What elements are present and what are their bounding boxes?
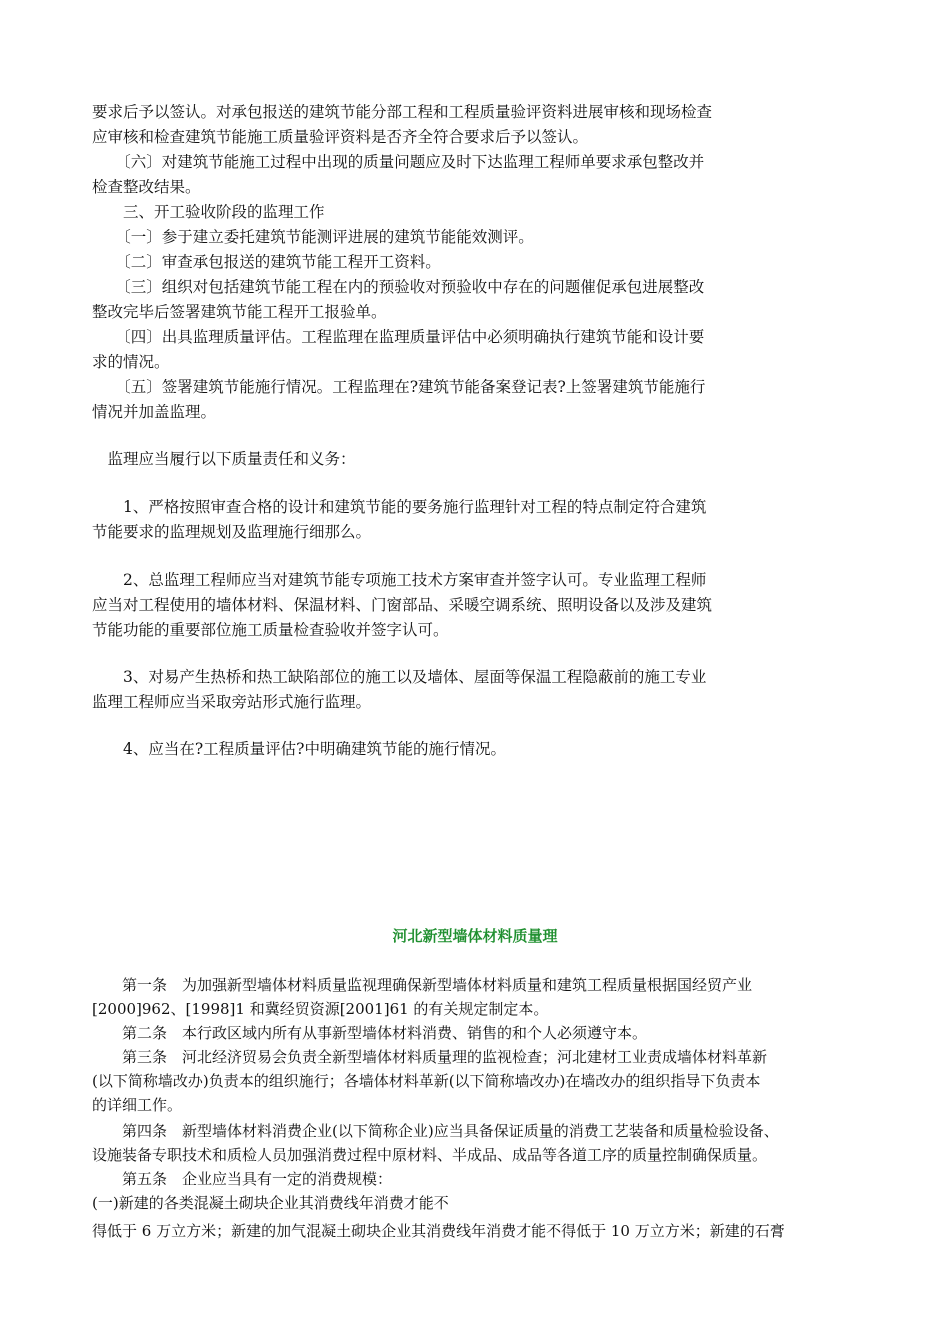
article-5: 第五条 企业应当具有一定的消费规模： — [92, 1170, 393, 1188]
article-4: 第四条 新型墙体材料消费企业(以下简称企业)应当具备保证质量的消费工艺装备和质量检验设备、 — [92, 1122, 779, 1140]
article-5-item-1-cont: 得低于 6 万立方米；新建的加气混凝土砌块企业其消费线年消费才能不得低于 10 万立方米；新建的石膏 — [92, 1222, 785, 1240]
duty-item-2: 2、总监理工程师应当对建筑节能专项施工技术方案审查并签字认可。专业监理工程师 — [92, 571, 707, 589]
duty-item-2-cont: 节能功能的重要部位施工质量检查验收并签字认可。 — [92, 621, 449, 639]
text-line: 检查整改结果。 — [92, 178, 201, 196]
text-line: 〔五〕签署建筑节能施行情况。工程监理在?建筑节能备案登记表?上签署建筑节能施行 — [92, 378, 706, 396]
text-line: 〔三〕组织对包括建筑节能工程在内的预验收对预验收中存在的问题催促承包进展整改 — [92, 278, 705, 296]
text-line: 〔四〕出具监理质量评估。工程监理在监理质量评估中必须明确执行建筑节能和设计要 — [92, 328, 705, 346]
text-line: 情况并加盖监理。 — [92, 403, 217, 421]
article-3: 第三条 河北经济贸易会负责全新型墙体材料质量理的监视检查；河北建材工业责成墙体材料革新 — [92, 1048, 768, 1066]
article-3-cont: (以下简称墙改办)负责本的组织施行；各墙体材料革新(以下简称墙改办)在墙改办的组织指导下负责本 — [92, 1072, 761, 1090]
duty-item-2-cont: 应当对工程使用的墙体材料、保温材料、门窗部品、采暖空调系统、照明设备以及涉及建筑 — [92, 596, 713, 614]
duty-item-3: 3、对易产生热桥和热工缺陷部位的施工以及墙体、屋面等保温工程隐蔽前的施工专业 — [92, 668, 707, 686]
text-line: 〔六〕对建筑节能施工过程中出现的质量问题应及时下达监理工程师单要求承包整改并 — [92, 153, 705, 171]
duty-item-1: 1、严格按照审查合格的设计和建筑节能的要务施行监理针对工程的特点制定符合建筑 — [92, 498, 707, 516]
duties-intro: 监理应当履行以下质量责任和义务： — [92, 450, 356, 468]
text-line: 〔二〕审查承包报送的建筑节能工程开工资料。 — [92, 253, 441, 271]
article-3-cont: 的详细工作。 — [92, 1096, 183, 1114]
duty-item-3-cont: 监理工程师应当采取旁站形式施行监理。 — [92, 693, 372, 711]
article-2: 第二条 本行政区域内所有从事新型墙体材料消费、销售的和个人必须遵守本。 — [92, 1024, 648, 1042]
text-line: 〔一〕参于建立委托建筑节能测评进展的建筑节能能效测评。 — [92, 228, 534, 246]
article-1: 第一条 为加强新型墙体材料质量监视理确保新型墙体材料质量和建筑工程质量根据国经贸产业 — [92, 976, 753, 994]
text-line: 整改完毕后签署建筑节能工程开工报验单。 — [92, 303, 387, 321]
article-4-cont: 设施装备专职技术和质检人员加强消费过程中原材料、半成品、成品等各道工序的质量控制确保质量。 — [92, 1146, 768, 1164]
text-line: 应审核和检查建筑节能施工质量验评资料是否齐全符合要求后予以签认。 — [92, 128, 589, 146]
article-1-cont: [2000]962、[1998]1 和冀经贸资源[2001]61 的有关规定制定本。 — [92, 1000, 549, 1018]
duty-item-4: 4、应当在?工程质量评估?中明确建筑节能的施行情况。 — [92, 740, 506, 758]
text-line: 求的情况。 — [92, 353, 170, 371]
regulation-title: 河北新型墙体材料质量理 — [392, 927, 558, 945]
duty-item-1-cont: 节能要求的监理规划及监理施行细那么。 — [92, 523, 372, 541]
text-line: 要求后予以签认。对承包报送的建筑节能分部工程和工程质量验评资料进展审核和现场检查 — [92, 103, 713, 121]
article-5-item-1: (一)新建的各类混凝土砌块企业其消费线年消费才能不 — [92, 1194, 449, 1212]
heading-completion-stage: 三、开工验收阶段的监理工作 — [92, 203, 325, 221]
